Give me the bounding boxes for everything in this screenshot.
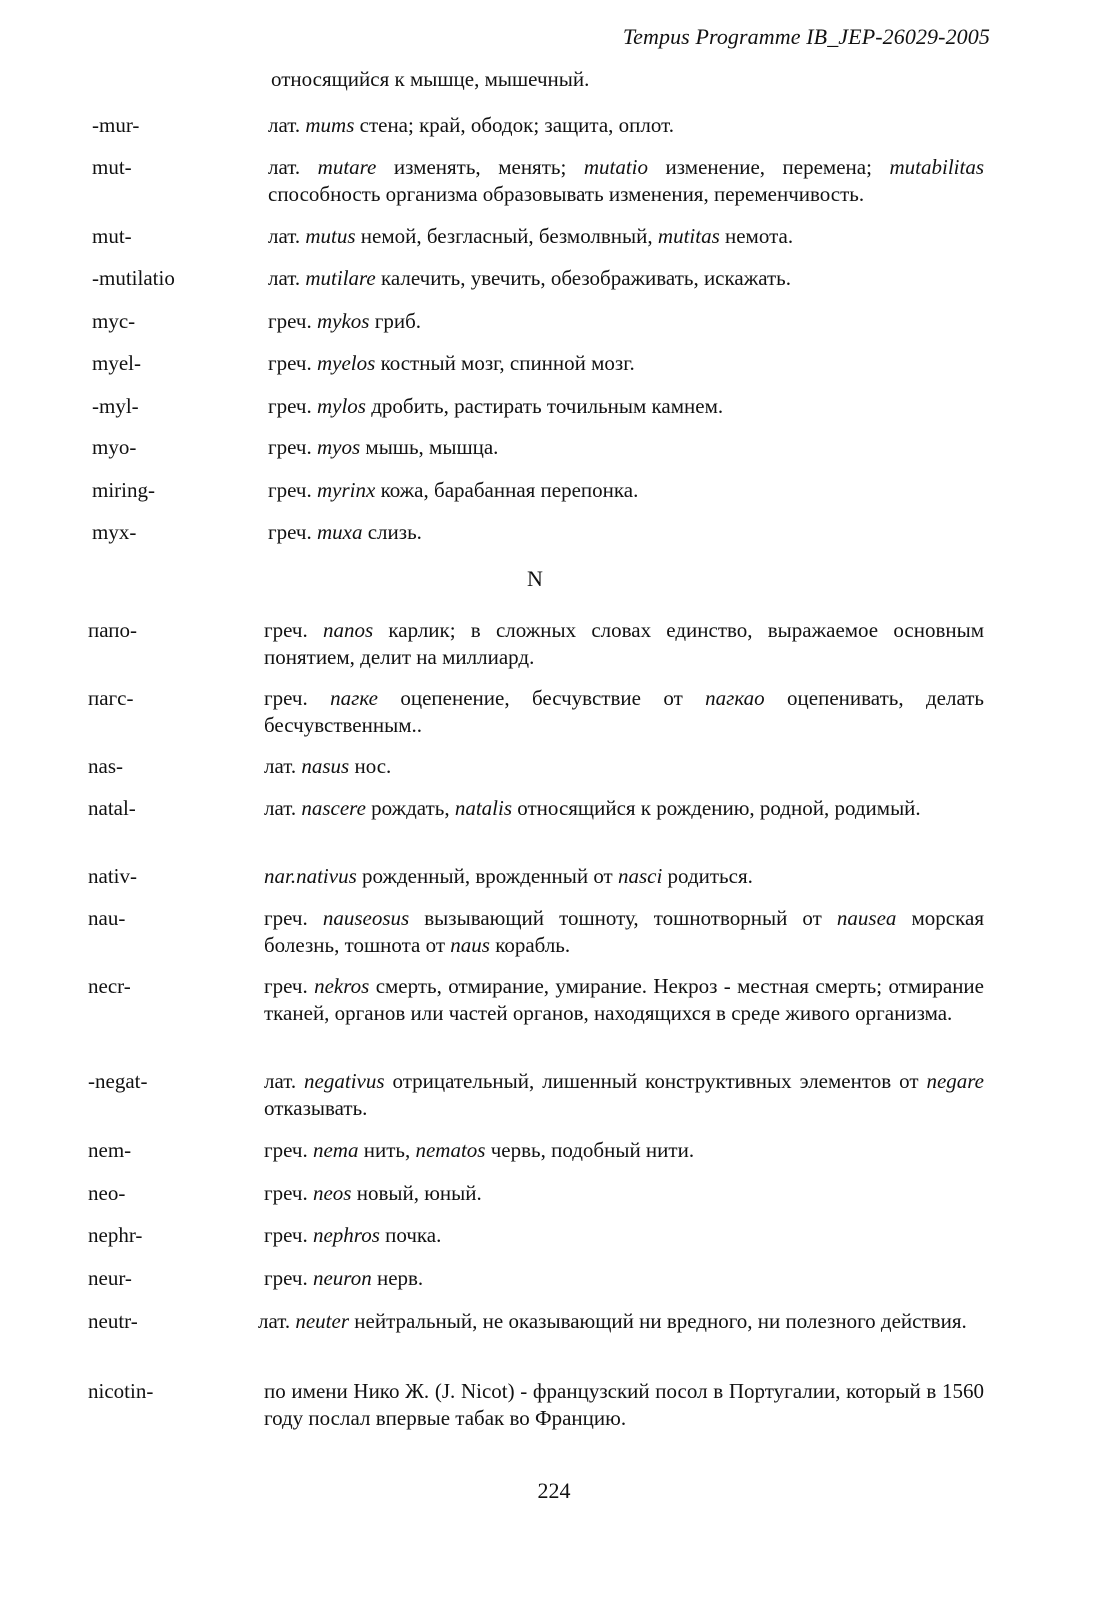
entry-definition — [268, 112, 984, 139]
entry-term: myc- — [92, 309, 136, 333]
definition-text: по имени Нико Ж. (J. Nicot) - французский посол в Португалии, который в 1560 году послал впервые табак во Францию. — [264, 1379, 984, 1430]
definition-text: лат. — [258, 1309, 296, 1333]
definition-text: лат. — [268, 113, 306, 137]
definition-text: лат. — [264, 1069, 305, 1093]
definition-text: греч. — [264, 618, 323, 642]
page-number: 224 — [537, 1478, 571, 1503]
definition-text: греч. — [264, 686, 331, 710]
entry-definition — [264, 1378, 984, 1432]
italic-word: mutabilitas — [889, 155, 984, 179]
definition-text: карлик; в сложных словах единство, выражаемое основным понятием, делит на миллиард. — [264, 618, 984, 669]
definition-text: смерть, отмирание, умирание. Некроз - местная смерть; отмирание тканей, органов или частей органов, находящихся в среде живого организма. — [264, 974, 984, 1025]
entry-definition — [264, 753, 984, 780]
entry-definition — [258, 1308, 984, 1335]
entry-definition — [268, 154, 984, 208]
italic-word: negativus — [304, 1069, 385, 1093]
italic-word: neos — [312, 1181, 352, 1205]
entry-definition — [268, 350, 984, 377]
definition-text: греч. — [268, 435, 317, 459]
definition-text: оцепенивать, делать бесчувственным.. — [264, 686, 984, 737]
italic-word: naus — [450, 933, 490, 957]
entry-term: neo- — [88, 1181, 126, 1205]
definition-text: гриб. — [369, 309, 422, 333]
definition-text: стена; край, ободок; защита, оплот. — [354, 113, 674, 137]
definition-text: греч. — [264, 1266, 313, 1290]
entry-definition — [268, 393, 984, 420]
entry-term: nas- — [88, 754, 123, 778]
definition-text: способность организма образовывать изменения, переменчивость. — [268, 182, 865, 206]
entry-definition — [268, 477, 984, 504]
definition-text: родиться. — [662, 864, 753, 888]
italic-word: mutitas — [657, 224, 720, 248]
italic-word: muxa — [316, 520, 363, 544]
definition-text: лат. — [264, 754, 302, 778]
italic-word: neuron — [312, 1266, 372, 1290]
entry-term: neutr- — [88, 1309, 138, 1333]
entry-definition — [268, 519, 984, 546]
entry-definition — [264, 1222, 984, 1249]
definition-text: греч. — [268, 309, 317, 333]
italic-word: negare — [926, 1069, 984, 1093]
definition-text: нос. — [349, 754, 392, 778]
italic-word: mylos — [316, 394, 366, 418]
italic-word: пагке — [330, 686, 378, 710]
definition-text: новый, юный. — [351, 1181, 482, 1205]
definition-text: корабль. — [489, 933, 571, 957]
entry-definition — [268, 308, 984, 335]
entry-term: nephr- — [88, 1223, 143, 1247]
definition-text: изменять, менять; — [376, 155, 584, 179]
entry-definition — [264, 1265, 984, 1292]
definition-text: нейтральный, не оказывающий ни вредного, ни полезного действия. — [349, 1309, 967, 1333]
italic-word: nema — [312, 1138, 359, 1162]
definition-text: греч. — [268, 351, 317, 375]
italic-word: mutilare — [305, 266, 376, 290]
italic-word: nekros — [314, 974, 370, 998]
definition-text: рожденный, врожденный от — [356, 864, 618, 888]
definition-text: греч. — [268, 394, 317, 418]
entry-term: -negat- — [88, 1069, 148, 1093]
entry-definition — [264, 863, 984, 890]
definition-text: лат. — [268, 266, 306, 290]
definition-text: изменение, перемена; — [648, 155, 890, 179]
entry-term: neur- — [88, 1266, 132, 1290]
entry-term: папо- — [88, 618, 138, 642]
italic-word: myelos — [316, 351, 376, 375]
definition-text: греч. — [264, 1138, 313, 1162]
definition-text: относящийся к рождению, родной, родимый. — [512, 796, 921, 820]
entry-term: mut- — [92, 155, 132, 179]
definition-text: лат. — [264, 796, 302, 820]
italic-word: nauseosus — [322, 906, 410, 930]
entry-term: necr- — [88, 974, 131, 998]
definition-text: почка. — [379, 1223, 442, 1247]
entry-definition — [268, 223, 984, 250]
definition-text: греч. — [264, 1223, 313, 1247]
definition-text: морская болезнь, тошнота от — [264, 906, 984, 957]
definition-text: отрицательный, лишенный конструктивных элементов от — [384, 1069, 927, 1093]
entry-definition — [264, 973, 984, 1027]
italic-word: nasus — [301, 754, 350, 778]
definition-text: греч. — [268, 520, 317, 544]
entry-definition — [268, 265, 984, 292]
entry-term: miring- — [92, 478, 155, 502]
definition-text: греч. — [268, 478, 317, 502]
continuation-text: относящийся к мышце, мышечный. — [271, 67, 590, 91]
entry-term: natal- — [88, 796, 136, 820]
definition-text: нить, — [358, 1138, 416, 1162]
entry-definition — [268, 434, 984, 461]
definition-text: лат. — [268, 155, 318, 179]
entry-definition — [264, 617, 984, 671]
italic-word: natalis — [454, 796, 513, 820]
entry-term: nicotin- — [88, 1379, 154, 1403]
italic-word: mums — [305, 113, 355, 137]
definition-text: кожа, барабанная перепонка. — [375, 478, 639, 502]
definition-text: немой, безгласный, безмолвный, — [355, 224, 658, 248]
definition-text: калечить, увечить, обезображивать, искажать. — [375, 266, 792, 290]
italic-word: mutatio — [583, 155, 649, 179]
italic-word: nematos — [415, 1138, 486, 1162]
entry-term: -mur- — [92, 113, 140, 137]
italic-word: mutus — [305, 224, 356, 248]
section-letter: N — [527, 566, 543, 591]
definition-text: отказывать. — [264, 1096, 368, 1120]
definition-text: греч. — [264, 906, 323, 930]
definition-text: оцепенение, бесчувствие от — [377, 686, 706, 710]
entry-definition — [264, 795, 984, 822]
entry-term: пагс- — [88, 686, 134, 710]
entry-definition — [264, 1068, 984, 1122]
definition-text: греч. — [264, 974, 315, 998]
definition-text: мышь, мышца. — [360, 435, 499, 459]
entry-term: myo- — [92, 435, 137, 459]
definition-text: греч. — [264, 1181, 313, 1205]
entry-term: nau- — [88, 906, 126, 930]
entry-term: myel- — [92, 351, 141, 375]
entry-definition — [264, 905, 984, 959]
italic-word: nar.nativus — [264, 864, 357, 888]
definition-text: дробить, растирать точильным камнем. — [365, 394, 724, 418]
running-header: Tempus Programme IB_JEP-26029-2005 — [622, 24, 990, 49]
entry-term: -myl- — [92, 394, 139, 418]
entry-term: myx- — [92, 520, 137, 544]
italic-word: nanos — [322, 618, 374, 642]
italic-word: nephros — [312, 1223, 380, 1247]
definition-text: червь, подобный нити. — [485, 1138, 695, 1162]
italic-word: nausea — [836, 906, 897, 930]
definition-text: слизь. — [362, 520, 422, 544]
definition-text: костный мозг, спинной мозг. — [375, 351, 635, 375]
definition-text: немота. — [719, 224, 794, 248]
italic-word: nasci — [617, 864, 663, 888]
definition-text: вызывающий тошноту, тошнотворный от — [409, 906, 837, 930]
entry-term: mut- — [92, 224, 132, 248]
entry-definition — [264, 1180, 984, 1207]
entry-definition — [264, 685, 984, 739]
italic-word: myos — [316, 435, 361, 459]
italic-word: neuter — [295, 1309, 350, 1333]
entry-term: nem- — [88, 1138, 132, 1162]
definition-text: рождать, — [365, 796, 455, 820]
italic-word: mutare — [317, 155, 377, 179]
entry-term: nativ- — [88, 864, 137, 888]
entry-definition — [264, 1137, 984, 1164]
italic-word: mykos — [316, 309, 370, 333]
entry-term: -mutilatio — [92, 266, 175, 290]
definition-text: нерв. — [371, 1266, 424, 1290]
italic-word: myrinx — [316, 478, 376, 502]
italic-word: пагкао — [705, 686, 765, 710]
italic-word: nascere — [301, 796, 366, 820]
definition-text: лат. — [268, 224, 306, 248]
